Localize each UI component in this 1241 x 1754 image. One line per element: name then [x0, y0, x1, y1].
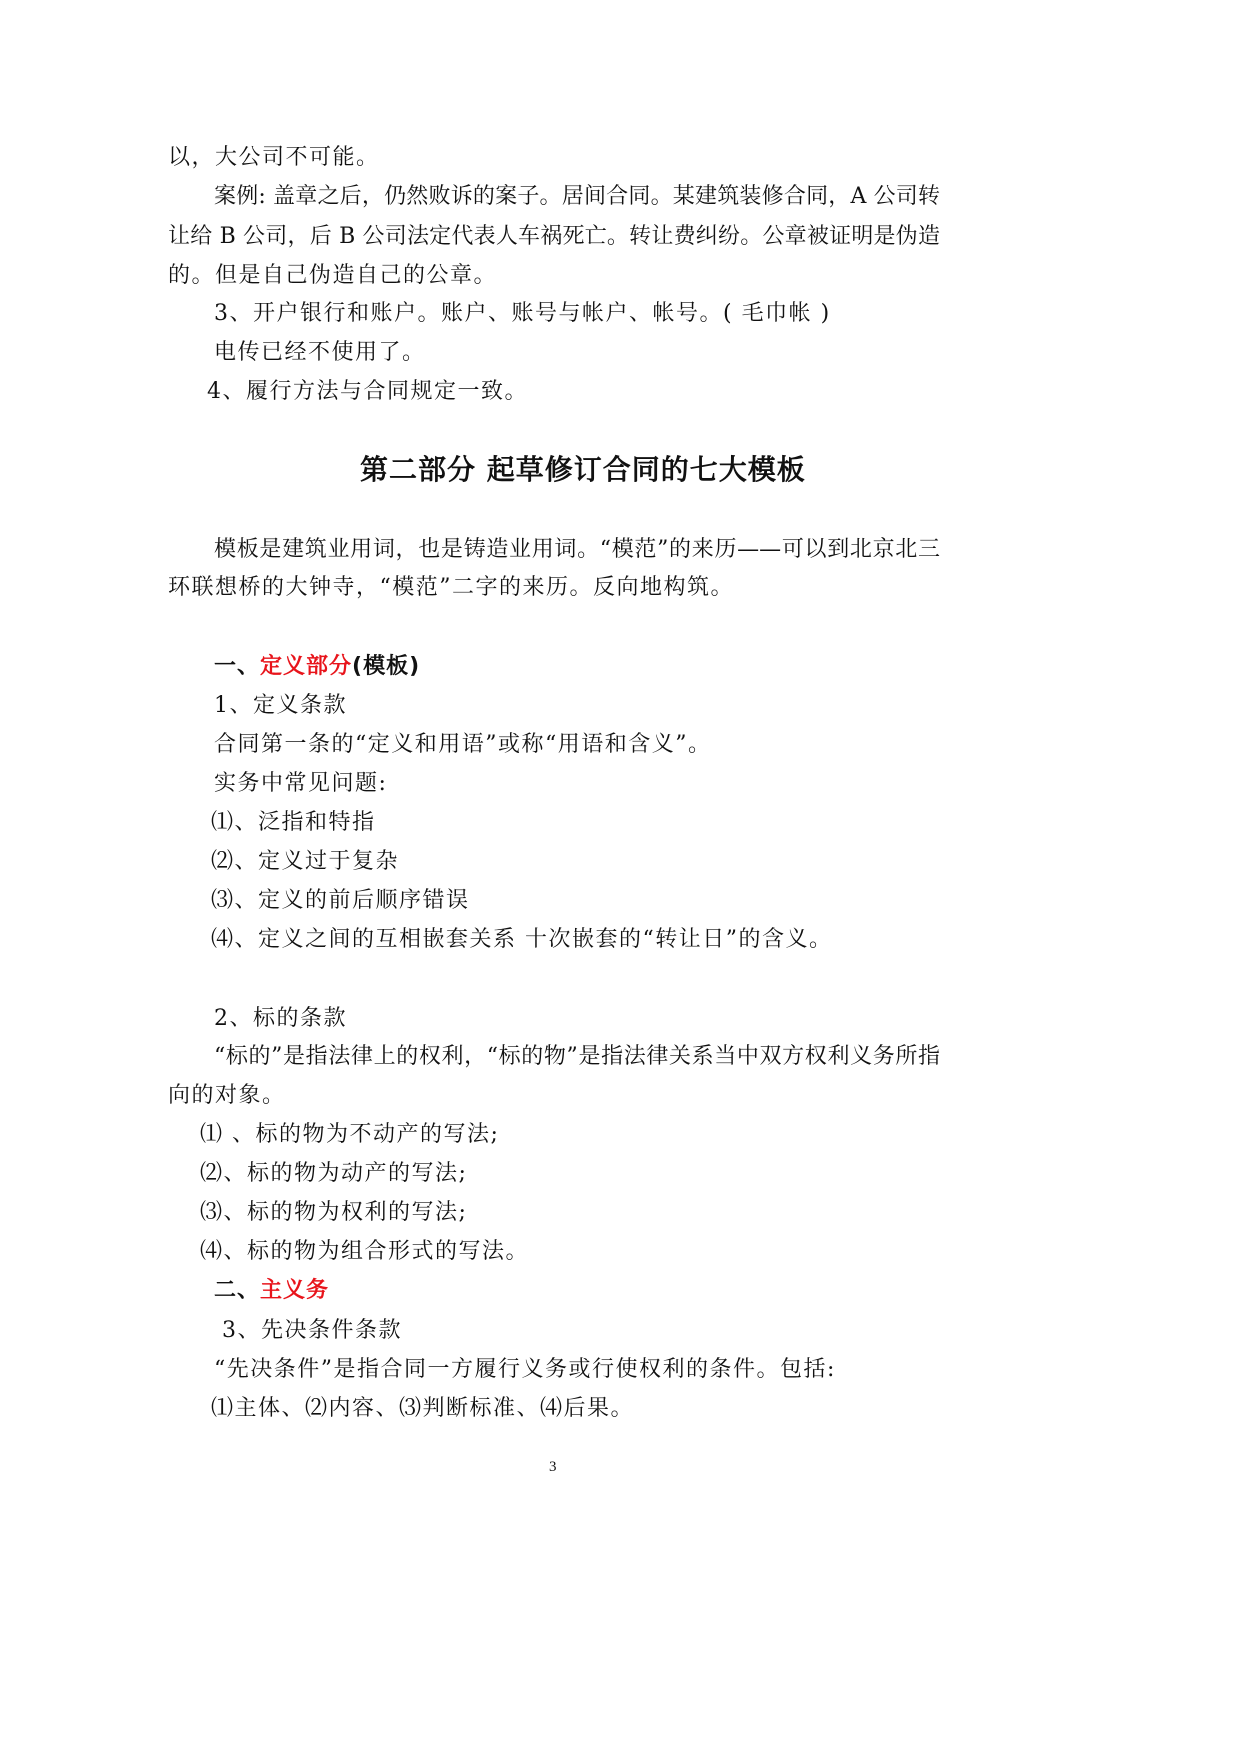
item-3: 3、开户银行和账户。账户、账号与帐户、帐号。( 毛巾帐 )	[214, 301, 831, 326]
subsection-number: 二、	[214, 1278, 261, 1303]
form-item: ⑷、标的物为组合形式的写法。	[200, 1239, 530, 1264]
clause-3-items: ⑴主体、⑵内容、⑶判断标准、⑷后果。	[211, 1396, 635, 1421]
issue-item: ⑴、泛指和特指	[211, 810, 376, 835]
form-item: ⑵、标的物为动产的写法;	[200, 1161, 468, 1186]
case-line-3: 的。但是自己伪造自己的公章。	[168, 263, 498, 288]
common-issues-label: 实务中常见问题:	[214, 771, 388, 796]
item-4: 4、履行方法与合同规定一致。	[207, 379, 528, 404]
clause-3-desc: “先决条件”是指合同一方履行义务或行使权利的条件。包括:	[214, 1357, 836, 1382]
case-line-2: 让给 B 公司，后 B 公司法定代表人车祸死亡。转让费纠纷。公章被证明是伪造	[168, 224, 940, 249]
issue-item: ⑷、定义之间的互相嵌套关系 十次嵌套的“转让日”的含义。	[211, 927, 833, 952]
clause-2-title: 2、标的条款	[214, 1006, 347, 1031]
form-item: ⑶、标的物为权利的写法;	[200, 1200, 468, 1225]
paragraph-line: 以，大公司不可能。	[168, 145, 380, 170]
subsection-highlight: 定义部分	[260, 654, 353, 679]
clause-3-title: 3、先决条件条款	[222, 1318, 402, 1343]
telegram-note: 电传已经不使用了。	[214, 340, 426, 365]
form-item: ⑴ 、标的物为不动产的写法;	[200, 1122, 500, 1147]
subsection-highlight: 主义务	[260, 1278, 330, 1303]
clause-2-line-2: 向的对象。	[168, 1083, 286, 1108]
case-line-1: 案例: 盖章之后，仍然败诉的案子。居间合同。某建筑装修合同，A 公司转	[214, 184, 940, 209]
clause-1-desc: 合同第一条的“定义和用语”或称“用语和含义”。	[214, 732, 712, 757]
issue-item: ⑶、定义的前后顺序错误	[211, 888, 470, 913]
subsection-suffix: (模板)	[352, 654, 421, 679]
intro-line-2: 环联想桥的大钟寺，“模范”二字的来历。反向地构筑。	[168, 575, 734, 600]
subsection-heading-1	[214, 652, 420, 682]
subsection-number: 一、	[214, 654, 261, 679]
page-number: 3	[549, 1459, 557, 1475]
subsection-heading-2	[214, 1276, 329, 1306]
clause-2-line-1: “标的”是指法律上的权利，“标的物”是指法律关系当中双方权利义务所指	[214, 1044, 940, 1069]
clause-1-title: 1、定义条款	[214, 693, 347, 718]
issue-item: ⑵、定义过于复杂	[211, 849, 400, 874]
intro-line-1: 模板是建筑业用词，也是铸造业用词。“模范”的来历——可以到北京北三	[214, 537, 940, 562]
section-heading: 第二部分 起草修订合同的七大模板	[360, 453, 806, 486]
